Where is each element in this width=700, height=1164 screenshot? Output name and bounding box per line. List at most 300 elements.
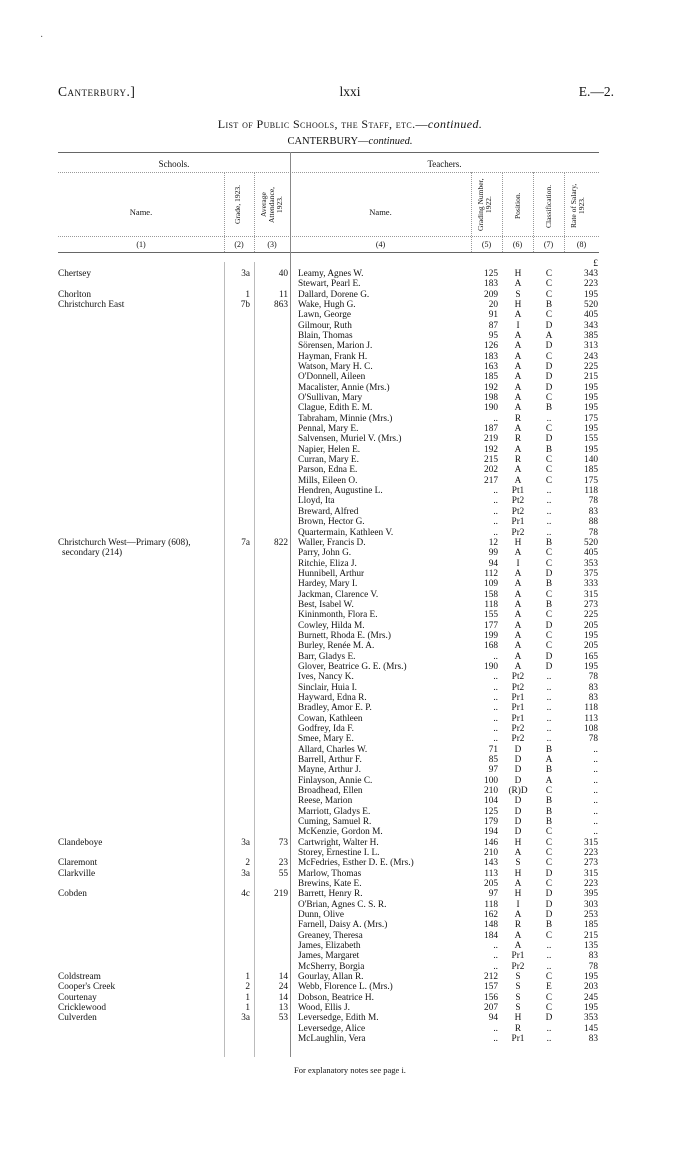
teacher-name: Wood, Ellis J. [298, 1003, 350, 1014]
attendance-cell: 14 [278, 972, 288, 983]
classification-cell: C [545, 827, 553, 838]
salary-cell: 243 [584, 351, 598, 362]
classification-cell: .. [546, 713, 552, 724]
table-row [0, 869, 700, 879]
table-row [0, 517, 700, 527]
classification-cell: .. [546, 723, 552, 734]
grading-number-cell: 94 [488, 1013, 498, 1024]
col-number-1: (1) [136, 240, 146, 249]
grading-number-cell: .. [493, 723, 498, 734]
table-row [0, 434, 700, 444]
table-row [0, 786, 700, 796]
classification-cell: .. [546, 413, 552, 424]
classification-cell: D [545, 341, 553, 352]
grading-number-cell: 183 [484, 279, 498, 290]
salary-cell: 145 [584, 1023, 598, 1034]
position-cell: I [516, 558, 520, 569]
salary-cell: .. [593, 744, 598, 755]
grading-number-cell: .. [493, 413, 498, 424]
salary-cell: .. [593, 827, 598, 838]
salary-cell: 195 [584, 382, 598, 393]
salary-cell: 395 [584, 889, 598, 900]
salary-cell: 343 [584, 320, 598, 331]
table-row [0, 796, 700, 806]
teacher-name: Dunn, Olive [298, 910, 344, 921]
salary-cell: 83 [588, 692, 598, 703]
teacher-name: McKenzie, Gordon M. [298, 827, 383, 838]
table-row [0, 993, 700, 1003]
classification-cell: C [545, 879, 553, 890]
salary-cell: 343 [584, 269, 598, 279]
grading-number-cell: 148 [484, 920, 498, 931]
salary-cell: 83 [588, 682, 598, 693]
grading-number-cell: 94 [488, 558, 498, 569]
position-cell: A [514, 548, 522, 559]
teacher-name: Salvensen, Muriel V. (Mrs.) [298, 434, 402, 445]
classification-cell: B [545, 599, 553, 610]
teacher-name: Burnett, Rhoda E. (Mrs.) [298, 630, 391, 641]
grading-number-cell: .. [493, 1023, 498, 1034]
grading-number-cell: 187 [484, 424, 498, 435]
teacher-name: O'Brian, Agnes C. S. R. [298, 899, 387, 910]
classification-cell: C [545, 393, 553, 404]
page-subtitle: CANTERBURY—continued. [287, 136, 413, 147]
classification-cell: D [545, 1013, 553, 1024]
teacher-name: McFedries, Esther D. E. (Mrs.) [298, 858, 414, 869]
position-cell: A [514, 620, 522, 631]
teacher-name: Pennal, Mary E. [298, 424, 359, 435]
teacher-name: James, Margaret [298, 951, 360, 962]
teacher-name: Storey, Ernestine I. L. [298, 848, 380, 859]
salary-cell: 205 [584, 641, 598, 652]
teacher-name: Dallard, Dorene G. [298, 289, 370, 300]
grading-number-cell: 20 [488, 300, 498, 311]
classification-cell: C [545, 548, 553, 559]
grade-cell: 7a [241, 537, 250, 548]
table-row [0, 848, 700, 858]
grading-number-cell: .. [493, 527, 498, 538]
grading-number-cell: .. [493, 517, 498, 528]
grading-number-cell: 177 [484, 620, 498, 631]
table-row [0, 672, 700, 682]
attendance-cell: 11 [279, 289, 288, 300]
classification-cell: .. [546, 682, 552, 693]
school-name: Cobden [58, 889, 87, 900]
grading-number-cell: 12 [488, 537, 498, 548]
header-left: Canterbury.] [58, 84, 136, 99]
salary-cell: 165 [584, 651, 598, 662]
grading-number-cell: 113 [484, 868, 498, 879]
salary-cell: 223 [584, 848, 598, 859]
salary-cell: 195 [584, 403, 598, 414]
teacher-name: James, Elizabeth [298, 941, 361, 952]
table-row [0, 900, 700, 910]
grading-number-cell: 215 [484, 455, 498, 466]
salary-cell: 155 [584, 434, 598, 445]
table-row [0, 920, 700, 930]
classification-cell: C [545, 589, 553, 600]
salary-cell: 375 [584, 568, 598, 579]
classification-cell: C [545, 289, 553, 300]
teacher-name: Godfrey, Ida F. [298, 723, 354, 734]
grading-number-cell: 125 [484, 806, 498, 817]
group-teachers: Teachers. [427, 159, 462, 169]
position-cell: A [514, 879, 522, 890]
salary-cell: 195 [584, 393, 598, 404]
classification-cell: B [545, 537, 553, 548]
teacher-name: Waller, Francis D. [298, 537, 366, 548]
classification-cell: C [545, 930, 553, 941]
school-name: secondary (214) [62, 548, 123, 559]
grading-number-cell: .. [493, 703, 498, 714]
position-cell: Pr1 [511, 1034, 525, 1045]
table-row [0, 507, 700, 517]
salary-cell: 140 [584, 455, 598, 466]
table-row [0, 455, 700, 465]
classification-cell: D [545, 889, 553, 900]
table-row [0, 424, 700, 434]
position-cell: A [514, 362, 522, 373]
table-row [0, 941, 700, 951]
position-cell: A [514, 941, 522, 952]
grading-number-cell: .. [493, 1034, 498, 1045]
table-row [0, 889, 700, 899]
classification-cell: D [545, 372, 553, 383]
position-cell: A [514, 351, 522, 362]
teacher-name: Watson, Mary H. C. [298, 362, 373, 373]
classification-cell: D [545, 382, 553, 393]
grading-number-cell: 97 [488, 889, 498, 900]
teacher-name: Brown, Hector G. [298, 517, 365, 528]
position-cell: Pt2 [511, 672, 525, 683]
position-cell: A [514, 630, 522, 641]
grade-cell: 2 [245, 982, 250, 993]
grading-number-cell: 185 [484, 372, 498, 383]
position-cell: A [514, 568, 522, 579]
grading-number-cell: 155 [484, 610, 498, 621]
teacher-name: McSherry, Borgia [298, 961, 365, 972]
classification-cell: B [545, 796, 553, 807]
col-classification: Classification. [544, 184, 553, 228]
grade-cell: 3a [241, 1013, 250, 1024]
table-row [0, 528, 700, 538]
position-cell: D [514, 754, 522, 765]
position-cell: R [514, 455, 522, 466]
salary-cell: 78 [588, 734, 598, 745]
table-row [0, 693, 700, 703]
table-row [0, 724, 700, 734]
grading-number-cell: 205 [484, 879, 498, 890]
position-cell: S [515, 858, 521, 869]
table-row [0, 579, 700, 589]
school-name: Courtenay [58, 992, 97, 1003]
grading-number-cell: 143 [484, 858, 498, 869]
school-name: Culverden [58, 1013, 97, 1024]
table-row [0, 383, 700, 393]
grading-number-cell: 190 [484, 661, 498, 672]
grading-number-cell: 99 [488, 548, 498, 559]
position-cell: A [514, 589, 522, 600]
header-divider-rule [58, 236, 599, 237]
table-row [0, 341, 700, 351]
position-cell: D [514, 775, 522, 786]
grading-number-cell: 202 [484, 465, 498, 476]
position-cell: R [514, 434, 522, 445]
teacher-name: Leamy, Agnes W. [298, 269, 364, 279]
grading-number-cell: .. [493, 506, 498, 517]
table-row [0, 714, 700, 724]
teacher-name: Hayward, Edna R. [298, 692, 367, 703]
margin-mark: · [40, 32, 44, 43]
classification-cell: B [545, 444, 553, 455]
teacher-name: Hardey, Mary I. [298, 579, 358, 590]
position-cell: A [514, 641, 522, 652]
group-schools: Schools. [158, 159, 190, 169]
grading-number-cell: 156 [484, 992, 498, 1003]
position-cell: A [514, 475, 522, 486]
table-row [0, 486, 700, 496]
attendance-cell: 219 [274, 889, 288, 900]
teacher-name: Breward, Alfred [298, 506, 359, 517]
school-name: Claremont [58, 858, 98, 869]
table-row [0, 476, 700, 486]
grading-number-cell: 207 [484, 1003, 498, 1014]
classification-cell: D [545, 362, 553, 373]
classification-cell: .. [546, 506, 552, 517]
teacher-name: Leversedge, Edith M. [298, 1013, 379, 1024]
salary-cell: 215 [584, 930, 598, 941]
grading-number-cell: 219 [484, 434, 498, 445]
classification-cell: C [545, 558, 553, 569]
teacher-name: Dobson, Beatrice H. [298, 992, 374, 1003]
classification-cell: D [545, 899, 553, 910]
teacher-name: Tabraham, Minnie (Mrs.) [298, 413, 393, 424]
teacher-name: Cowan, Kathleen [298, 713, 363, 724]
grading-number-cell: 168 [484, 641, 498, 652]
table-row [0, 321, 700, 331]
grade-cell: 4c [241, 889, 250, 900]
position-cell: A [514, 341, 522, 352]
teacher-name: Glover, Beatrice G. E. (Mrs.) [298, 661, 407, 672]
school-name: Clandeboye [58, 837, 103, 848]
grading-number-cell: 158 [484, 589, 498, 600]
position-cell: S [515, 1003, 521, 1014]
teacher-name: McLaughlin, Vera [298, 1034, 366, 1045]
salary-cell: 223 [584, 279, 598, 290]
salary-cell: 195 [584, 1003, 598, 1014]
attendance-cell: 55 [278, 868, 288, 879]
classification-cell: C [545, 858, 553, 869]
position-cell: A [514, 382, 522, 393]
salary-cell: 273 [584, 599, 598, 610]
grading-number-cell: 100 [484, 775, 498, 786]
classification-cell: D [545, 910, 553, 921]
classification-cell: C [545, 1003, 553, 1014]
grading-number-cell: 184 [484, 930, 498, 941]
table-row [0, 962, 700, 972]
position-cell: A [514, 848, 522, 859]
table-row [0, 352, 700, 362]
grading-number-cell: 192 [484, 444, 498, 455]
position-cell: H [514, 300, 522, 311]
classification-cell: A [545, 754, 553, 765]
classification-cell: C [545, 992, 553, 1003]
salary-cell: 315 [584, 868, 598, 879]
position-cell: A [514, 599, 522, 610]
teacher-name: Kininmonth, Flora E. [298, 610, 378, 621]
position-cell: (R)D [508, 786, 528, 796]
teacher-name: Sinclair, Huia I. [298, 682, 358, 693]
group-header-rule [58, 172, 599, 173]
school-name: Christchurch East [58, 300, 125, 311]
grading-number-cell: 126 [484, 341, 498, 352]
position-cell: H [514, 889, 522, 900]
position-cell: A [514, 424, 522, 435]
teacher-name: Finlayson, Annie C. [298, 775, 373, 786]
salary-cell: 78 [588, 961, 598, 972]
grade-cell: 1 [245, 1003, 250, 1014]
grading-number-cell: 157 [484, 982, 498, 993]
grading-number-cell: 118 [484, 899, 498, 910]
col-number-3: (3) [267, 240, 277, 249]
classification-cell: .. [546, 951, 552, 962]
salary-cell: 385 [584, 331, 598, 342]
grading-number-cell: 91 [488, 310, 498, 321]
position-cell: I [516, 320, 520, 331]
teacher-name: Clague, Edith E. M. [298, 403, 373, 414]
grading-number-cell: .. [493, 692, 498, 703]
col-attendance: Average Attendance, 1923. [259, 186, 284, 224]
position-cell: A [514, 444, 522, 455]
table-row [0, 776, 700, 786]
teacher-name: Ives, Nancy K. [298, 672, 354, 683]
grade-cell: 2 [245, 858, 250, 869]
salary-cell: 315 [584, 837, 598, 848]
position-cell: Pr1 [511, 517, 525, 528]
salary-cell: 195 [584, 444, 598, 455]
position-cell: Pr1 [511, 703, 525, 714]
salary-cell: .. [593, 765, 598, 776]
classification-cell: D [545, 651, 553, 662]
classification-cell: C [545, 475, 553, 486]
position-cell: A [514, 310, 522, 321]
grading-number-cell: 179 [484, 817, 498, 828]
classification-cell: C [545, 269, 553, 279]
col-number-8: (8) [576, 240, 587, 249]
table-row [0, 621, 700, 631]
salary-cell: 175 [584, 475, 598, 486]
salary-cell: .. [593, 775, 598, 786]
salary-cell: 195 [584, 289, 598, 300]
grading-number-cell: .. [493, 486, 498, 497]
teacher-name: Marlow, Thomas [298, 868, 362, 879]
position-cell: R [514, 920, 522, 931]
teacher-name: Ritchie, Eliza J. [298, 558, 357, 569]
teacher-name: O'Donnell, Aileen [298, 372, 366, 383]
grading-number-cell: 198 [484, 393, 498, 404]
position-cell: A [514, 372, 522, 383]
grading-number-cell: 210 [484, 848, 498, 859]
classification-cell: .. [546, 941, 552, 952]
grading-number-cell: 217 [484, 475, 498, 486]
table-row [0, 331, 700, 341]
position-cell: Pt2 [511, 496, 525, 507]
teacher-name: Barr, Gladys E. [298, 651, 356, 662]
grading-number-cell: 162 [484, 910, 498, 921]
position-cell: R [514, 413, 522, 424]
salary-cell: 245 [584, 992, 598, 1003]
teacher-name: Napier, Helen E. [298, 444, 361, 455]
table-row [0, 300, 700, 310]
teacher-name: Quartermain, Kathleen V. [298, 527, 394, 538]
classification-cell: D [545, 434, 553, 445]
grading-number-cell: 183 [484, 351, 498, 362]
running-header [0, 84, 700, 100]
teacher-name: Gourlay, Allan R. [298, 972, 364, 983]
classification-cell: B [545, 817, 553, 828]
position-cell: D [514, 765, 522, 776]
grade-cell: 3a [241, 837, 250, 848]
page-title: List of Public Schools, the Staff, etc.—continued. [217, 117, 483, 131]
grading-number-cell: 109 [484, 579, 498, 590]
table-row [0, 414, 700, 424]
classification-cell: B [545, 806, 553, 817]
attendance-cell: 822 [274, 537, 288, 548]
classification-cell: C [545, 972, 553, 983]
salary-cell: 315 [584, 589, 598, 600]
salary-cell: 195 [584, 972, 598, 983]
classification-cell: A [545, 331, 553, 342]
position-cell: A [514, 610, 522, 621]
salary-cell: 203 [584, 982, 598, 993]
grade-cell: 7b [240, 300, 250, 311]
teacher-name: Blain, Thomas [298, 331, 353, 342]
grading-number-cell: .. [493, 961, 498, 972]
grade-cell: 1 [245, 992, 250, 1003]
salary-cell: 520 [584, 537, 598, 548]
salary-cell: 225 [584, 610, 598, 621]
classification-cell: C [545, 465, 553, 476]
table-row [0, 683, 700, 693]
teacher-name: Greaney, Theresa [298, 930, 363, 941]
attendance-cell: 53 [278, 1013, 288, 1024]
grade-cell: 1 [245, 972, 250, 983]
salary-cell: .. [593, 796, 598, 807]
header-page-number: lxxi [339, 84, 361, 99]
table-row [0, 734, 700, 744]
position-cell: H [514, 868, 522, 879]
col-salary: Rate of Salary, 1923. [569, 183, 586, 229]
salary-cell: 520 [584, 300, 598, 311]
col-number-7: (7) [543, 240, 554, 249]
teacher-name: Webb, Florence L. (Mrs.) [298, 982, 393, 993]
header-bottom-rule [58, 252, 599, 253]
attendance-cell: 24 [278, 982, 288, 993]
position-cell: S [515, 289, 521, 300]
salary-cell: 353 [584, 1013, 598, 1024]
salary-cell: 195 [584, 661, 598, 672]
table-row [0, 817, 700, 827]
school-name: Cooper's Creek [58, 982, 116, 993]
position-cell: Pr2 [511, 734, 525, 745]
classification-cell: D [545, 568, 553, 579]
teacher-name: Gilmour, Ruth [298, 320, 352, 331]
position-cell: D [514, 827, 522, 838]
table-top-rule [58, 152, 599, 153]
salary-cell: 405 [584, 310, 598, 321]
table-row [0, 559, 700, 569]
classification-cell: B [545, 765, 553, 776]
